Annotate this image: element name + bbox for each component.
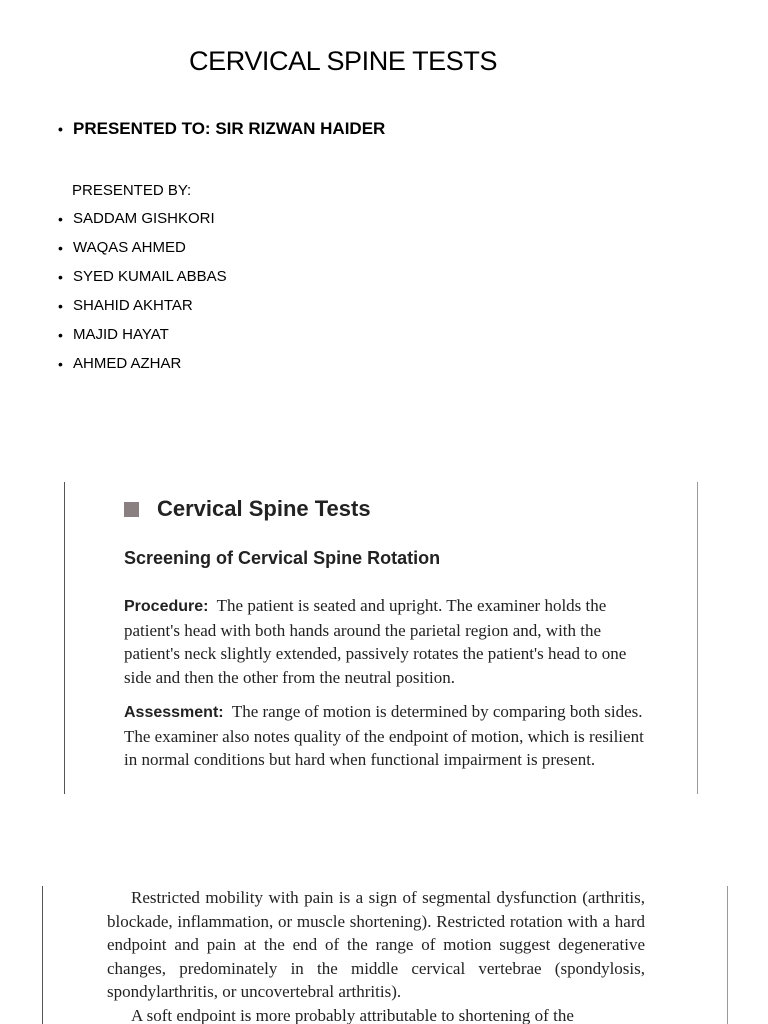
member-name: WAQAS AHMED: [73, 239, 186, 256]
presented-to-line: [58, 119, 385, 139]
procedure-label: Procedure:: [124, 598, 209, 615]
member-item: [58, 326, 169, 343]
presented-by-label: PRESENTED BY:: [72, 182, 192, 199]
member-item: [58, 239, 186, 256]
bullet: •: [58, 297, 63, 314]
member-item: [58, 355, 181, 372]
member-name: SHAHID AKHTAR: [73, 297, 193, 314]
bullet: •: [58, 121, 63, 137]
member-item: [58, 210, 215, 227]
bullet: •: [58, 355, 63, 372]
scan2-text: [107, 886, 645, 1024]
scanned-excerpt-1: [64, 482, 698, 794]
member-item: [58, 268, 227, 285]
scan-section-heading: [124, 496, 371, 522]
square-bullet-icon: [124, 502, 139, 517]
scan-heading-text: Cervical Spine Tests: [157, 496, 371, 521]
assessment-paragraph: [124, 700, 649, 772]
page-title: CERVICAL SPINE TESTS: [189, 46, 498, 76]
presented-to-text: PRESENTED TO: SIR RIZWAN HAIDER: [73, 119, 386, 138]
procedure-text: The patient is seated and upright. The examiner holds the patient's head with both hands around the parietal region and, with the patient's neck slightly extended, passively rotates the patient's head to one side and then the other from the neutral position.: [124, 596, 627, 687]
scan2-paragraph-2: A soft endpoint is more probably attributable to shortening of the: [131, 1005, 574, 1024]
bullet: •: [58, 210, 63, 227]
bullet: •: [58, 239, 63, 256]
assessment-label: Assessment:: [124, 704, 224, 721]
scan2-paragraph-1: Restricted mobility with pain is a sign of segmental dysfunction (arthritis, blockade, inflammation, or muscle shortening). Restricted rotation with a hard endpoint and pain at the end of the range of motion suggest degenerative changes, predominately in the middle cervical vertebrae (spondylosis, spondylarthritis, or uncovertebral arthritis).: [107, 888, 645, 1002]
member-item: [58, 297, 193, 314]
member-name: AHMED AZHAR: [73, 355, 182, 372]
bullet: •: [58, 268, 63, 285]
member-name: MAJID HAYAT: [73, 326, 169, 343]
member-name: SADDAM GISHKORI: [73, 210, 215, 227]
bullet: •: [58, 326, 63, 343]
scanned-excerpt-2: [42, 886, 728, 1024]
member-name: SYED KUMAIL ABBAS: [73, 268, 227, 285]
assessment-text: The range of motion is determined by comparing both sides. The examiner also notes quality of the endpoint of motion, which is resilient in normal conditions but hard when functional impairment is present.: [124, 702, 644, 769]
scan-subheading: Screening of Cervical Spine Rotation: [124, 548, 441, 568]
procedure-paragraph: [124, 594, 649, 689]
